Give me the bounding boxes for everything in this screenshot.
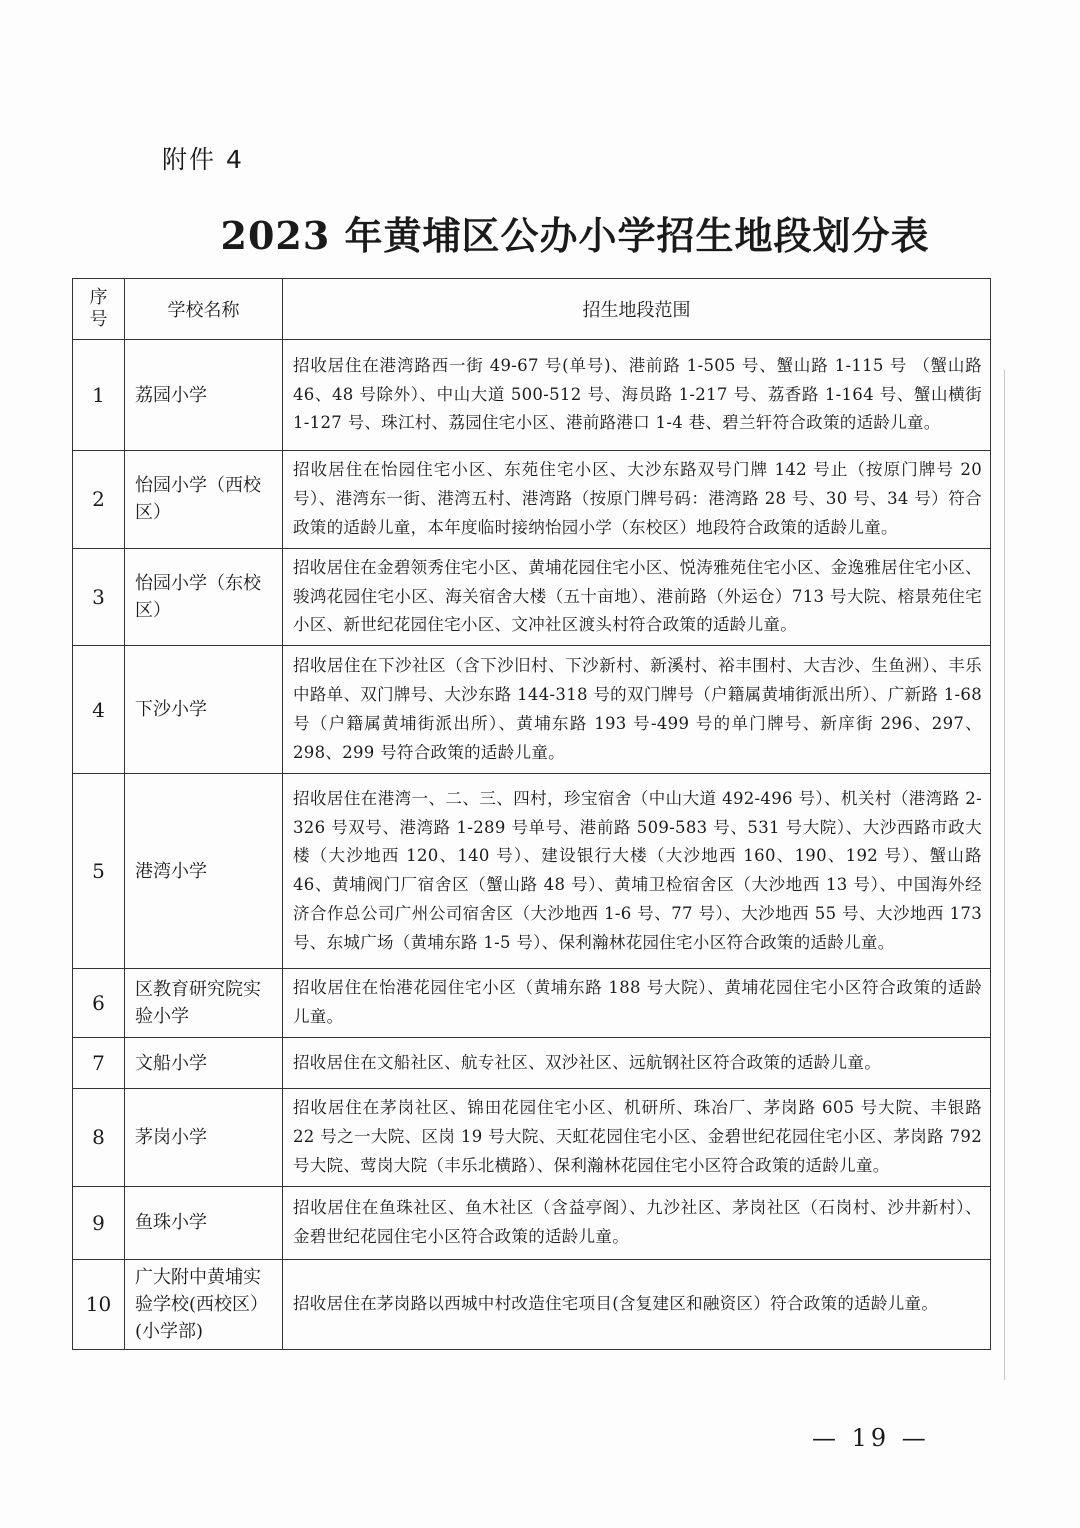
table-row <box>73 646 991 774</box>
table-row <box>73 969 991 1038</box>
table-row <box>73 340 991 451</box>
row-no: 1 <box>73 340 125 451</box>
row-school-name: 怡园小学（西校区） <box>125 451 283 549</box>
header-name: 学校名称 <box>125 279 283 340</box>
table-row <box>73 774 991 969</box>
header-no <box>73 279 125 340</box>
table-row <box>73 451 991 549</box>
row-school-name: 文船小学 <box>125 1038 283 1089</box>
row-school-name: 怡园小学（东校区） <box>125 548 283 646</box>
row-range: 招收居住在下沙社区（含下沙旧村、下沙新村、新溪村、裕丰围村、大吉沙、生鱼洲）、丰乐中路单、双门牌号、大沙东路 144-318 号的双门牌号（户籍属黄埔街派出所）、广新路 1-68 号（户籍属黄埔街派出所）、黄埔东路 193 号-499 号的单门牌号、新庠街 296、297、298、299 号符合政策的适龄儿童。 <box>283 646 991 774</box>
row-school-name: 广大附中黄埔实验学校(西校区）(小学部) <box>125 1259 283 1349</box>
row-range: 招收居住在茅岗路以西城中村改造住宅项目(含复建区和融资区）符合政策的适龄儿童。 <box>283 1259 991 1349</box>
row-no: 3 <box>73 548 125 646</box>
row-range: 招收居住在港湾路西一街 49-67 号(单号)、港前路 1-505 号、蟹山路 1-115 号 （蟹山路 46、48 号除外）、中山大道 500-512 号、海员路 1-217 号、荔香路 1-164 号、蟹山横街 1-127 号、珠江村、荔园住宅小区、港前路港口 1-4 巷、碧兰轩符合政策的适龄儿童。 <box>283 340 991 451</box>
row-no: 6 <box>73 969 125 1038</box>
row-school-name: 荔园小学 <box>125 340 283 451</box>
row-no: 5 <box>73 774 125 969</box>
row-range: 招收居住在港湾一、二、三、四村，珍宝宿舍（中山大道 492-496 号）、机关村（港湾路 2-326 号双号、港湾路 1-289 号单号、港前路 509-583 号、531 号大院）、大沙西路市政大楼（大沙地西 120、140 号）、建设银行大楼（大沙地西 160、190、192 号）、蟹山路 46、黄埔阀门厂宿舍区（蟹山路 48 号）、黄埔卫检宿舍区（大沙地西 13 号）、中国海外经济合作总公司广州公司宿舍区（大沙地西 1-6 号、77 号）、大沙地西 55 号、大沙地西 173 号、东城广场（黄埔东路 1-5 号）、保利瀚林花园住宅小区符合政策的适龄儿童。 <box>283 774 991 969</box>
document-title: 2023 年黄埔区公办小学招生地段划分表 <box>220 213 930 258</box>
row-range: 招收居住在文船社区、航专社区、双沙社区、远航钢社区符合政策的适龄儿童。 <box>283 1038 991 1089</box>
row-school-name: 区教育研究院实验小学 <box>125 969 283 1038</box>
enrollment-table <box>72 278 991 1350</box>
row-range: 招收居住在怡园住宅小区、东苑住宅小区、大沙东路双号门牌 142 号止（按原门牌号 20 号）、港湾东一街、港湾五村、港湾路（按原门牌号码：港湾路 28 号、30 号、34 号）符合政策的适龄儿童，本年度临时接纳怡园小学（东校区）地段符合政策的适龄儿童。 <box>283 451 991 549</box>
row-no: 7 <box>73 1038 125 1089</box>
row-no: 2 <box>73 451 125 549</box>
row-no: 4 <box>73 646 125 774</box>
row-school-name: 茅岗小学 <box>125 1089 283 1187</box>
attachment-label: 附件 4 <box>162 145 244 174</box>
table-row <box>73 1089 991 1187</box>
row-school-name: 下沙小学 <box>125 646 283 774</box>
header-range: 招生地段范围 <box>283 279 991 340</box>
row-range: 招收居住在怡港花园住宅小区（黄埔东路 188 号大院）、黄埔花园住宅小区符合政策的适龄儿童。 <box>283 969 991 1038</box>
row-no: 10 <box>73 1259 125 1349</box>
table-row <box>73 1186 991 1259</box>
scan-edge-line <box>1004 370 1005 1380</box>
table-row <box>73 548 991 646</box>
row-range: 招收居住在茅岗社区、锦田花园住宅小区、机研所、珠冶厂、茅岗路 605 号大院、丰银路 22 号之一大院、区岗 19 号大院、天虹花园住宅小区、金碧世纪花园住宅小区、茅岗路 792 号大院、莺岗大院（丰乐北横路）、保利瀚林花园住宅小区符合政策的适龄儿童。 <box>283 1089 991 1187</box>
page-number: — 19 — <box>812 1424 930 1452</box>
header-no-text: 序 号 <box>89 286 108 330</box>
table-header-row <box>73 279 991 340</box>
row-no: 9 <box>73 1186 125 1259</box>
row-range: 招收居住在鱼珠社区、鱼木社区（含益亭阁）、九沙社区、茅岗社区（石岗村、沙井新村）、金碧世纪花园住宅小区符合政策的适龄儿童。 <box>283 1186 991 1259</box>
table-row <box>73 1259 991 1349</box>
row-school-name: 港湾小学 <box>125 774 283 969</box>
row-range: 招收居住在金碧领秀住宅小区、黄埔花园住宅小区、悦涛雅苑住宅小区、金逸雅居住宅小区、骏鸿花园住宅小区、海关宿舍大楼（五十亩地）、港前路（外运仓）713 号大院、榕景苑住宅小区、新世纪花园住宅小区、文冲社区渡头村符合政策的适龄儿童。 <box>283 548 991 646</box>
row-school-name: 鱼珠小学 <box>125 1186 283 1259</box>
row-no: 8 <box>73 1089 125 1187</box>
table-row <box>73 1038 991 1089</box>
